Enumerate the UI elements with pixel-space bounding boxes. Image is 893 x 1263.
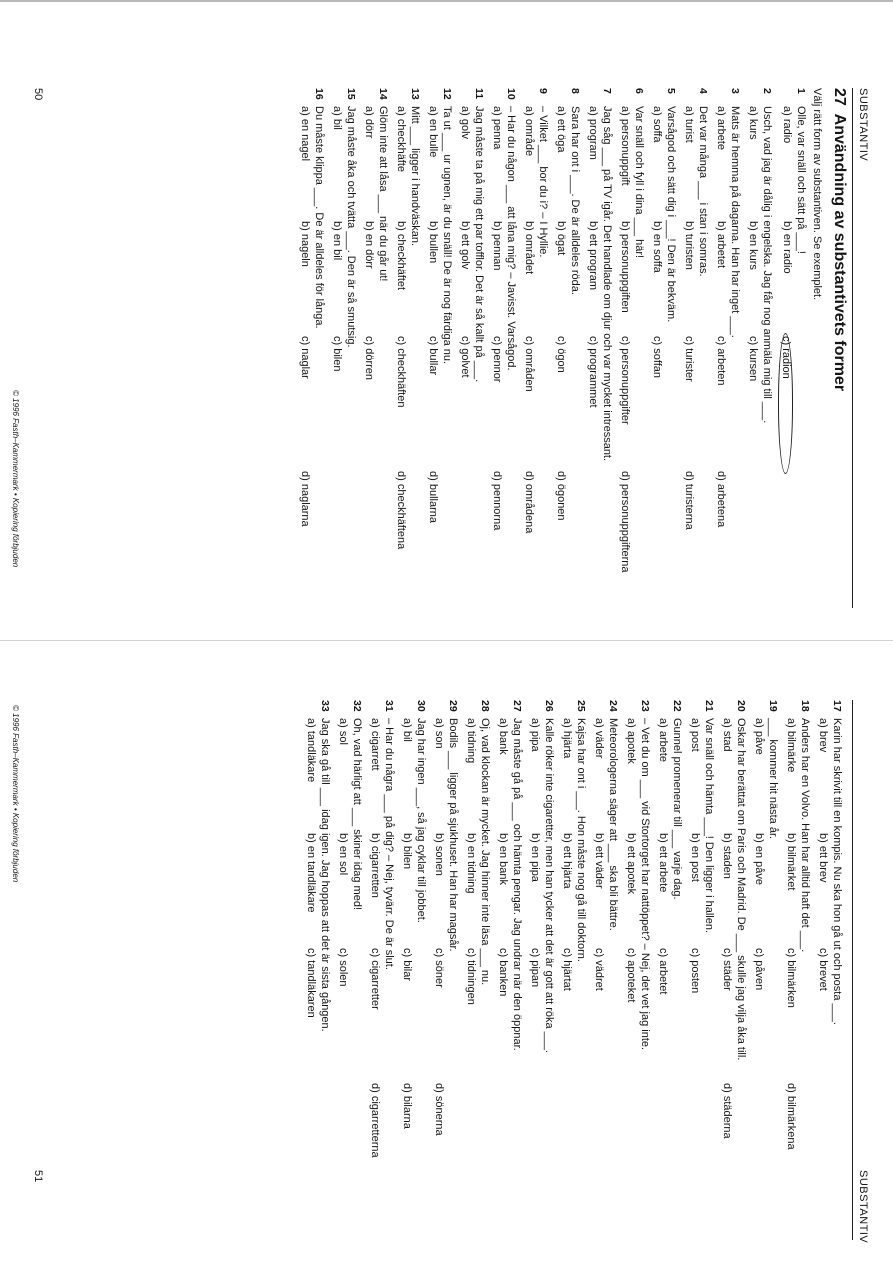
answer-option[interactable]: b) bilen — [401, 833, 414, 870]
answer-options — [394, 106, 408, 591]
answer-option[interactable]: c) programmet — [587, 336, 600, 408]
item-number: 15 — [345, 88, 357, 100]
answer-options — [496, 718, 510, 1203]
item-sentence: Jag måste åka och tvätta ___. Den är så smutsig. — [345, 106, 357, 348]
item-sentence: Ta ut ___ ur ugnen, är du snäll! De är nog färdiga nu. — [441, 106, 453, 365]
answer-option[interactable]: d) bullarna — [427, 471, 440, 523]
answer-options — [778, 106, 794, 591]
scan-gutter — [0, 640, 893, 641]
answer-option[interactable]: d) pennorna — [491, 471, 504, 531]
answer-options — [714, 106, 728, 591]
item-number: 31 — [383, 700, 395, 712]
answer-option[interactable]: c) brevet — [817, 948, 830, 991]
answer-options — [304, 718, 318, 1203]
answer-options — [720, 718, 734, 1203]
answer-options — [682, 106, 696, 591]
answer-option[interactable]: a) dörr — [363, 106, 376, 139]
answer-option[interactable]: b) ett program — [587, 221, 600, 291]
answer-option[interactable]: b) pennan — [491, 221, 504, 271]
answer-option[interactable]: b) en kurs — [747, 221, 760, 270]
answer-option[interactable]: c) pipan — [529, 948, 542, 988]
exercise-item — [496, 700, 523, 1203]
answer-option[interactable]: c) ögon — [555, 336, 568, 373]
item-sentence: Karin har skrivit till en kompis. Nu ska hon gå ut och posta ___. — [831, 718, 843, 1025]
answer-option[interactable]: a) arbete — [715, 106, 728, 151]
answer-option[interactable]: c) checkhäften — [395, 336, 408, 408]
exercise-title-text: Användning av substantivets former — [831, 113, 848, 392]
item-number: 21 — [703, 700, 715, 712]
item-number: 19 — [767, 700, 779, 712]
exercise-item — [490, 88, 517, 591]
answer-option[interactable]: c) posten — [689, 948, 702, 994]
answer-option[interactable]: a) personuppgift — [619, 106, 632, 186]
copyright: © 1996 Fasth–Kammermark • Kopiering förbjuden — [11, 390, 20, 568]
item-sentence: – Har du några ___ på dig? – Nej, tyvärr. De är slut. — [383, 718, 395, 970]
item-sentence: Oskar har berättat om Paris och Madrid. De ___ skulle jag vilja åka till. — [735, 718, 747, 1061]
answer-options — [650, 106, 664, 591]
answer-option[interactable]: c) dörren — [363, 336, 376, 381]
answer-option[interactable]: a) område — [523, 106, 536, 157]
item-sentence: Meteorologerna säger att ___ ska bli bättre. — [607, 718, 619, 931]
answer-option[interactable]: b) bilmärket — [785, 833, 798, 891]
answer-option[interactable]: d) sönerna — [433, 1083, 446, 1136]
answer-option[interactable]: b) turisten — [683, 221, 696, 270]
answer-option[interactable]: b) en sol — [337, 833, 350, 876]
item-number: 12 — [441, 88, 453, 100]
exercise-item — [560, 700, 587, 1203]
item-number: 10 — [505, 88, 517, 100]
answer-option[interactable]: b) en påve — [753, 833, 766, 885]
answer-option[interactable]: b) området — [523, 221, 536, 275]
item-sentence: Anders har en Volvo. Han har alltid haft det ___. — [799, 718, 811, 953]
item-number: 22 — [671, 700, 683, 712]
answer-option[interactable]: b) en tidning — [465, 833, 478, 894]
answer-option[interactable]: c) arbetet — [657, 948, 670, 995]
answer-option[interactable]: a) son — [433, 718, 446, 749]
exercise-item — [816, 700, 843, 1203]
answer-option[interactable]: a) sol — [337, 718, 350, 745]
item-sentence: Jag har ingen ___, så jag cyklar till jobbet. — [415, 718, 427, 923]
answer-option[interactable]: a) apotek — [625, 718, 638, 764]
answer-option[interactable]: c) städer — [721, 948, 734, 991]
answer-option[interactable]: d) områdena — [523, 471, 536, 534]
left-page — [3, 88, 893, 628]
item-list — [293, 88, 807, 591]
answer-options — [554, 106, 568, 591]
scan-edge-top — [0, 0, 893, 2]
answer-option[interactable]: d) städerna — [721, 1083, 734, 1139]
exercise-item — [304, 700, 331, 1203]
answer-options — [752, 718, 766, 1203]
item-number: 23 — [639, 700, 651, 712]
exercise-item — [330, 88, 357, 591]
answer-option[interactable]: b) en soffa — [651, 221, 664, 273]
answer-option[interactable]: c) tidningen — [465, 948, 478, 1005]
exercise-item — [656, 700, 683, 1203]
answer-option[interactable]: c) tandläkaren — [305, 948, 318, 1018]
answer-option[interactable]: a) bilmärke — [785, 718, 798, 773]
item-sentence: ___ kommer hit nästa år. — [767, 718, 779, 840]
answer-option[interactable]: d) personuppgifterna — [619, 471, 632, 573]
answer-options — [298, 106, 312, 591]
exercise-item — [528, 700, 555, 1203]
section-label: SUBSTANTIV — [857, 88, 869, 162]
answer-option[interactable]: a) stad — [721, 718, 734, 752]
item-number: 25 — [575, 700, 587, 712]
exercise-item — [298, 88, 325, 591]
item-sentence: Jag såg ___ på TV igår. Det handlade om djur och var mycket intressant. — [601, 106, 613, 462]
answer-option[interactable]: a) brev — [817, 718, 830, 753]
exercise-item — [682, 88, 709, 591]
answer-option[interactable]: b) sonen — [433, 833, 446, 876]
item-sentence: Var snäll och fyll i dina ___ här! — [633, 106, 645, 259]
item-sentence: Usch, vad jag är dålig i engelska. Jag får nog anmäla mig till ___. — [761, 106, 773, 424]
header-rule — [852, 700, 853, 1240]
answer-option[interactable]: b) en bank — [497, 833, 510, 885]
answer-option[interactable]: a) väder — [593, 718, 606, 759]
answer-option[interactable]: a) tidning — [465, 718, 478, 764]
answer-option[interactable]: c) solen — [337, 948, 350, 987]
exercise-item — [368, 700, 395, 1203]
answer-option[interactable]: d) bilmärkena — [785, 1083, 798, 1150]
exercise-item — [688, 700, 715, 1203]
answer-option[interactable]: a) soffa — [651, 106, 664, 143]
answer-option[interactable]: b) ett arbete — [657, 833, 670, 893]
right-page — [3, 700, 893, 1244]
exercise-item — [464, 700, 491, 1203]
answer-option[interactable]: c) banken — [497, 948, 510, 997]
answer-option[interactable]: b) en dörr — [363, 221, 376, 269]
answer-option[interactable]: a) checkhäfte — [395, 106, 408, 173]
exercise-item — [586, 88, 613, 591]
item-number: 29 — [447, 700, 459, 712]
right-footer — [24, 1170, 44, 1210]
answer-option[interactable]: c) söner — [433, 948, 446, 988]
item-number: 18 — [799, 700, 811, 712]
item-number: 13 — [409, 88, 421, 100]
item-sentence: Mats är hemma på dagarna. Han har inget ___. — [729, 106, 741, 338]
exercise-item — [592, 700, 619, 1203]
answer-option[interactable]: d) bilarna — [401, 1083, 414, 1129]
exercise-item — [336, 700, 363, 1203]
answer-option[interactable]: a) en nagel — [299, 106, 312, 162]
item-number: 2 — [761, 88, 773, 94]
answer-option[interactable]: a) arbete — [657, 718, 670, 763]
item-sentence: Olle, var snäll och sätt på ___! — [795, 106, 807, 254]
exercise-item — [522, 88, 549, 591]
exercise-item — [752, 700, 779, 1203]
answer-options — [528, 718, 542, 1203]
answer-option[interactable]: c) cigarretter — [369, 948, 382, 1010]
item-sentence: Mitt ___ ligger i handväskan. — [409, 106, 421, 247]
answer-options — [432, 718, 446, 1203]
exercise-item — [624, 700, 651, 1203]
answer-option[interactable]: c) bilar — [401, 948, 414, 982]
answer-option[interactable]: b) ett brev — [817, 833, 830, 883]
answer-option[interactable]: b) bullen — [427, 221, 440, 264]
answer-option[interactable]: d) cigarretterna — [369, 1083, 382, 1158]
item-sentence: Kajsa har ont i ___. Hon måste nog gå till doktorn. — [575, 718, 587, 962]
answer-option[interactable]: d) arbetena — [715, 471, 728, 528]
item-list — [299, 700, 843, 1203]
exercise-item — [432, 700, 459, 1203]
answer-options — [490, 106, 504, 591]
answer-option[interactable]: c) turister — [683, 336, 696, 382]
answer-option[interactable]: c) kursen — [747, 336, 760, 382]
exercise-number: 27 — [831, 88, 848, 106]
exercise-item — [714, 88, 741, 591]
item-sentence: Var snäll och hämta ___! Den ligger i hallen. — [703, 718, 715, 934]
answer-options — [522, 106, 536, 591]
answer-option[interactable]: a) en bulle — [427, 106, 440, 158]
answer-option[interactable]: c) påven — [753, 948, 766, 991]
answer-option[interactable]: c) golvet — [459, 336, 472, 378]
answer-options — [624, 718, 638, 1203]
answer-option[interactable]: c) bilen — [331, 336, 344, 372]
answer-option[interactable]: b) staden — [721, 833, 734, 879]
exercise-item — [618, 88, 645, 591]
item-number: 5 — [665, 88, 677, 94]
answer-option[interactable]: b) nageln — [299, 221, 312, 267]
instruction: Välj rätt form av substantiven. Se exemplet. — [811, 88, 823, 301]
section-label: SUBSTANTIV — [857, 1170, 869, 1244]
exercise-item — [784, 700, 811, 1203]
answer-options — [784, 718, 798, 1203]
answer-options — [336, 718, 350, 1203]
answer-options — [458, 106, 472, 591]
answer-options — [362, 106, 376, 591]
answer-option[interactable]: a) påve — [753, 718, 766, 755]
answer-options — [400, 718, 414, 1203]
answer-option[interactable]: a) post — [689, 718, 702, 752]
item-number: 24 — [607, 700, 619, 712]
item-number: 26 — [543, 700, 555, 712]
answer-option[interactable]: c) personuppgifter — [619, 336, 632, 425]
answer-option[interactable]: a) tandläkare — [305, 718, 318, 783]
answer-option[interactable]: a) bil — [331, 106, 344, 130]
answer-option[interactable]: b) ett golv — [459, 221, 472, 270]
answer-option[interactable]: b) en tandläkare — [305, 833, 318, 913]
answer-option[interactable]: d) checkhäftena — [395, 471, 408, 550]
answer-option[interactable]: c) pennor — [491, 336, 504, 383]
left-copyright — [6, 390, 20, 690]
exercise-item — [400, 700, 427, 1203]
item-number: 32 — [351, 700, 363, 712]
answer-option[interactable]: a) turist — [683, 106, 696, 143]
item-sentence: Gunnel promenerar till ___ varje dag. — [671, 718, 683, 900]
answer-option[interactable]: b) checkhäftet — [395, 221, 408, 291]
answer-option[interactable]: a) program — [587, 106, 600, 160]
item-number: 7 — [601, 88, 613, 94]
answer-option[interactable]: b) en pipa — [529, 833, 542, 882]
item-number: 27 — [511, 700, 523, 712]
item-number: 16 — [313, 88, 325, 100]
page-number: 51 — [32, 1170, 44, 1183]
answer-options — [368, 718, 382, 1203]
item-number: 6 — [633, 88, 645, 94]
item-number: 1 — [795, 88, 807, 94]
answer-option[interactable]: b) en radio — [781, 221, 794, 274]
item-number: 4 — [697, 88, 709, 94]
answer-option[interactable]: b) cigarretten — [369, 833, 382, 898]
item-sentence: Det var många ___ i stan i somras. — [697, 106, 709, 277]
exercise-item — [554, 88, 581, 591]
answer-option[interactable]: b) ögat — [555, 221, 568, 256]
answer-option[interactable]: b) ett hjärta — [561, 833, 574, 889]
exercise-item — [426, 88, 453, 591]
copyright: © 1996 Fasth–Kammermark • Kopiering förbjuden — [11, 705, 20, 883]
answer-option[interactable]: c) soffan — [651, 336, 664, 378]
answer-option[interactable]: d) turisterna — [683, 471, 696, 530]
answer-options — [560, 718, 574, 1203]
answer-option[interactable]: a) kurs — [747, 106, 760, 140]
answer-option[interactable]: a) cigarrett — [369, 718, 382, 771]
answer-options — [746, 106, 760, 591]
exercise-title — [829, 88, 849, 391]
item-sentence: Oj, vad klockan är mycket. Jag hinner inte läsa ___ nu. — [479, 718, 491, 986]
answer-options — [688, 718, 702, 1203]
answer-option[interactable]: c) områden — [523, 336, 536, 392]
item-sentence: – Vet du om ___ vid Stortorget har nattöppet? – Nej, det vet jag inte. — [639, 718, 651, 1051]
answer-option[interactable]: d) naglarna — [299, 471, 312, 527]
answer-option[interactable]: c) vädret — [593, 948, 606, 991]
right-copyright — [6, 705, 20, 1005]
answer-option[interactable]: c) naglar — [299, 336, 312, 379]
header-rule — [852, 88, 853, 608]
answer-option[interactable]: c) apoteket — [625, 948, 638, 1003]
answer-option-selected[interactable]: c) radion — [778, 333, 794, 474]
left-footer — [24, 88, 44, 648]
answer-option[interactable]: b) en bil — [331, 221, 344, 261]
item-sentence: Jag ska gå till ___ idag igen. Jag hoppas att det är sista gången. — [319, 718, 331, 1032]
answer-option[interactable]: a) penna — [491, 106, 504, 150]
item-number: 14 — [377, 88, 389, 100]
answer-option[interactable]: c) hjärtat — [561, 948, 574, 991]
item-sentence: Jag måste ta på mig ett par tofflor. Det är så kallt på ___. — [473, 106, 485, 383]
answer-option[interactable]: a) bank — [497, 718, 510, 755]
exercise-item — [746, 88, 773, 591]
item-number: 33 — [319, 700, 331, 712]
answer-options — [464, 718, 478, 1203]
item-number: 8 — [569, 88, 581, 94]
item-sentence: Kalle röker inte cigaretter, men han tycker att det är gott att röka ___. — [543, 718, 555, 1054]
item-sentence: Du måste klippa ___. De är alldeles för långa. — [313, 106, 325, 329]
answer-option[interactable]: c) bilmärken — [785, 948, 798, 1008]
answer-options — [330, 106, 344, 591]
exercise-item — [720, 700, 747, 1203]
answer-options — [656, 718, 670, 1203]
answer-option[interactable]: a) pipa — [529, 718, 542, 752]
item-sentence: Oh, vad härligt att ___ skiner idag med! — [351, 718, 363, 910]
answer-option[interactable]: b) arbetet — [715, 221, 728, 269]
item-sentence: Bodils ___ ligger på sjukhuset. Han har magsår. — [447, 718, 459, 952]
answer-options — [816, 718, 830, 1203]
answer-option[interactable]: a) ett öga — [555, 106, 568, 153]
answer-options — [592, 718, 606, 1203]
answer-option[interactable]: a) golv — [459, 106, 472, 140]
answer-option[interactable]: d) ögonen — [555, 471, 568, 521]
item-number: 9 — [537, 88, 549, 94]
item-number: 28 — [479, 700, 491, 712]
item-sentence: – Har du någon ___ att låna mig? – Javisst. Varsågod. — [505, 106, 517, 371]
answer-option[interactable]: b) ett apotek — [625, 833, 638, 895]
answer-option[interactable]: a) hjärta — [561, 718, 574, 759]
answer-options — [426, 106, 440, 591]
item-sentence: – Vilket ___ bor du i? – I Hyllie. — [537, 106, 549, 258]
exercise-item — [458, 88, 485, 591]
answer-option[interactable]: b) ett väder — [593, 833, 606, 889]
item-number: 11 — [473, 88, 485, 100]
answer-option[interactable]: c) bullar — [427, 336, 440, 376]
exercise-item — [650, 88, 677, 591]
item-number: 3 — [729, 88, 741, 94]
exercise-item — [778, 88, 807, 591]
answer-option[interactable]: a) bil — [401, 718, 414, 742]
item-number: 20 — [735, 700, 747, 712]
item-sentence: Glöm inte att låsa ___ när du går ut! — [377, 106, 389, 282]
item-sentence: Varsågod och sätt dig i ___! Den är bekväm. — [665, 106, 677, 323]
answer-option[interactable]: c) arbeten — [715, 336, 728, 386]
item-sentence: Jag måste gå på ___ och hämta pengar. Jag undrar när den öppnar. — [511, 718, 523, 1051]
answer-options — [618, 106, 632, 591]
answer-option[interactable]: b) en post — [689, 833, 702, 882]
item-number: 17 — [831, 700, 843, 712]
item-number: 30 — [415, 700, 427, 712]
exercise-item — [394, 88, 421, 591]
answer-option[interactable]: a) radio — [781, 106, 794, 144]
item-sentence: Sara har ont i ___. De är alldeles röda. — [569, 106, 581, 295]
exercise-item — [362, 88, 389, 591]
answer-options — [586, 106, 600, 591]
page-number: 50 — [32, 88, 44, 101]
answer-option[interactable]: b) personuppgiften — [619, 221, 632, 313]
